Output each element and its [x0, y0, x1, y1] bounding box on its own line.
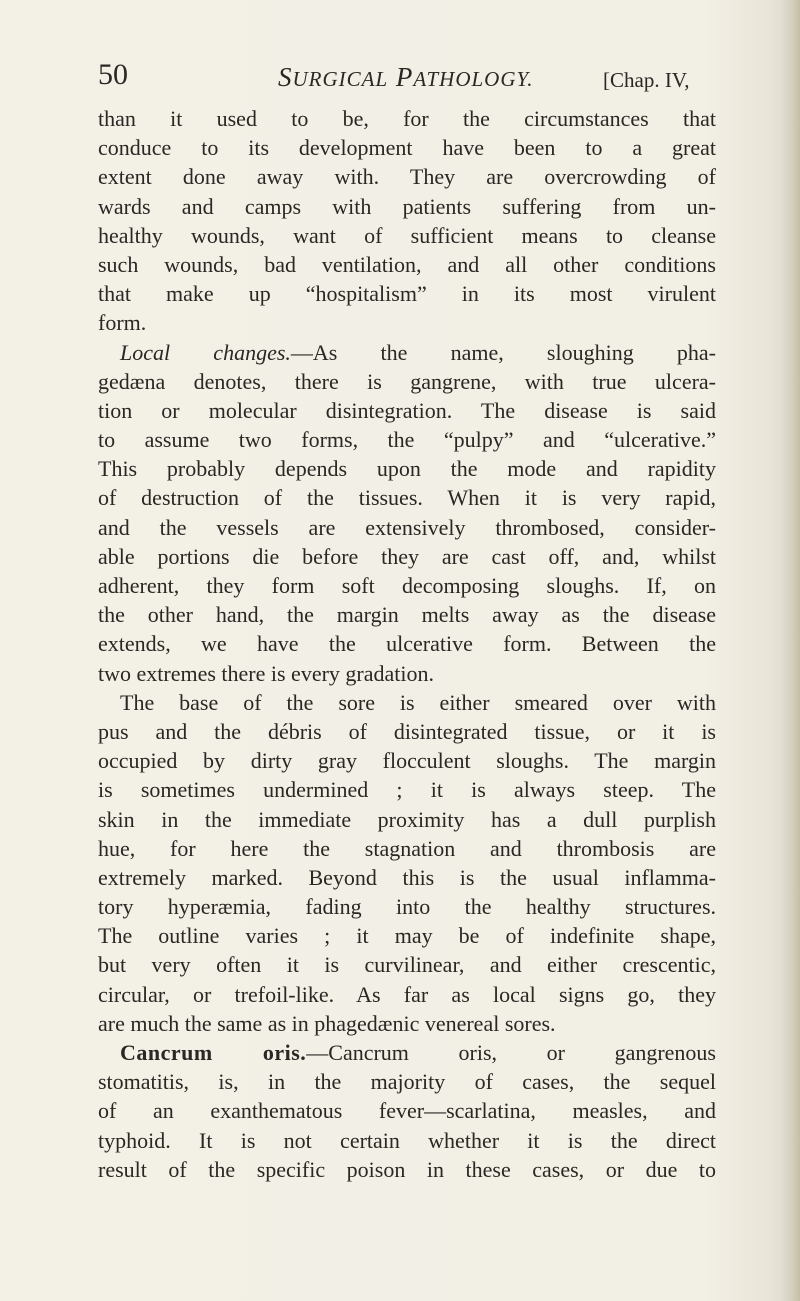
- text-line: that make up “hospitalism” in its most virulent: [98, 281, 716, 307]
- text-line: form.: [98, 310, 147, 336]
- cancrum-oris-heading: Cancrum oris.: [120, 1040, 307, 1065]
- local-changes-heading: Local changes.: [120, 339, 291, 365]
- text-line: to assume two forms, the “pulpy” and “ulcerative.”: [98, 427, 716, 453]
- text-line: able portions die before they are cast off, and, whilst: [98, 543, 716, 569]
- text-line: skin in the immediate proximity has a dull purplish: [98, 806, 716, 832]
- text-line: pus and the débris of disintegrated tissue, or it is: [98, 718, 716, 744]
- text-line: the other hand, the margin melts away as the disease: [98, 602, 716, 628]
- text-line: occupied by dirty gray flocculent sloughs. The margin: [98, 748, 716, 774]
- text-line: tion or molecular disintegration. The disease is said: [98, 397, 716, 423]
- text-line: of destruction of the tissues. When it is very rapid,: [98, 485, 716, 511]
- cancrum-oris-text: —Cancrum oris, or gangrenous: [306, 1040, 716, 1065]
- chapter-reference: [Chap. IV,: [603, 68, 690, 92]
- local-changes-text: —As the name, sloughing pha-: [290, 339, 716, 365]
- text-line: but very often it is curvilinear, and either crescentic,: [98, 952, 716, 978]
- text-line-local-changes: [98, 338, 716, 367]
- body-text: [98, 104, 716, 1184]
- text-line: wards and camps with patients suffering from un-: [98, 193, 716, 219]
- text-line: The base of the sore is either smeared over with: [120, 689, 716, 715]
- text-line: extent done away with. They are overcrowding of: [98, 164, 716, 190]
- running-head-title: [278, 62, 534, 93]
- text-line: extremely marked. Beyond this is the usual inflamma-: [98, 864, 716, 890]
- text-line: and the vessels are extensively thrombosed, consider-: [98, 514, 716, 540]
- text-line: typhoid. It is not certain whether it is the direct: [98, 1127, 716, 1153]
- text-line: than it used to be, for the circumstances that: [98, 106, 716, 131]
- running-head-title-pathology: ATHOLOGY.: [413, 67, 534, 91]
- text-line: are much the same as in phagedænic venereal sores.: [98, 1010, 556, 1036]
- text-line: gedæna denotes, there is gangrene, with true ulcera-: [98, 368, 716, 394]
- text-line: extends, we have the ulcerative form. Between the: [98, 631, 716, 657]
- text-line: This probably depends upon the mode and rapidity: [98, 456, 716, 482]
- text-line: of an exanthematous fever—scarlatina, measles, and: [98, 1098, 716, 1124]
- text-line: result of the specific poison in these cases, or due to: [98, 1156, 716, 1182]
- text-line: circular, or trefoil-like. As far as local signs go, they: [98, 981, 716, 1007]
- text-line: healthy wounds, want of sufficient means to cleanse: [98, 222, 716, 248]
- page-edge-shadow: [782, 0, 800, 1301]
- running-head-title-surgical: URGICAL: [292, 67, 389, 91]
- text-line: tory hyperæmia, fading into the healthy structures.: [98, 894, 716, 920]
- text-line: such wounds, bad ventilation, and all other conditions: [98, 251, 716, 277]
- text-line: stomatitis, is, in the majority of cases, the sequel: [98, 1069, 716, 1095]
- text-line: is sometimes undermined ; it is always steep. The: [98, 777, 716, 803]
- text-line: adherent, they form soft decomposing sloughs. If, on: [98, 573, 716, 598]
- running-head-title-s-initial: S: [278, 62, 293, 92]
- page-number: 50: [98, 58, 128, 91]
- text-line: two extremes there is every gradation.: [98, 660, 434, 686]
- text-line-cancrum-oris: [98, 1038, 716, 1067]
- running-head-title-p-initial: P: [395, 62, 414, 92]
- text-line: The outline varies ; it may be of indefinite shape,: [98, 923, 716, 949]
- text-line: conduce to its development have been to a great: [98, 135, 716, 161]
- text-line: hue, for here the stagnation and thrombosis are: [98, 835, 716, 861]
- running-head: [98, 56, 718, 96]
